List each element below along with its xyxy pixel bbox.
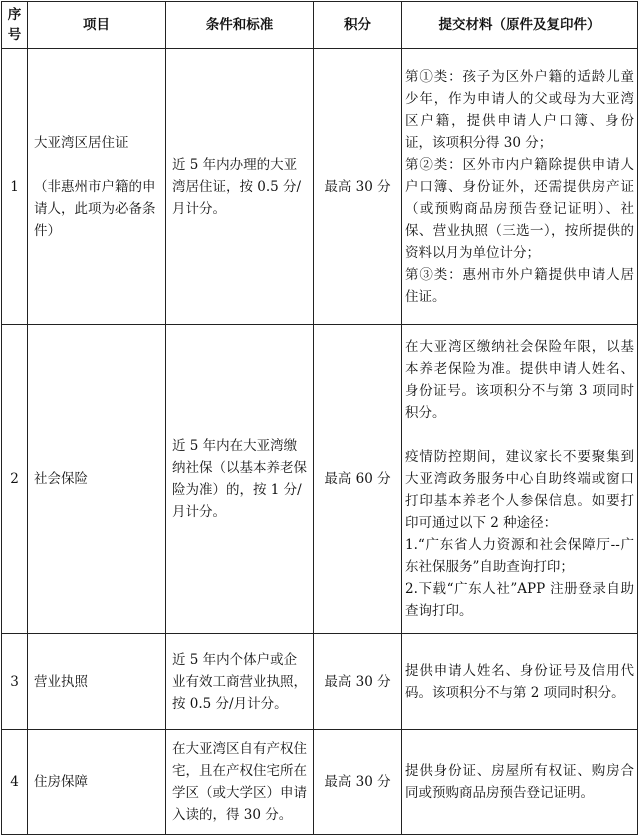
item-name: 社会保险 — [28, 325, 166, 634]
table-header-row — [2, 2, 638, 49]
score-cell: 最高 30 分 — [314, 730, 402, 835]
row-number: 1 — [2, 49, 28, 325]
materials-cell — [402, 49, 638, 325]
score-cell: 最高 30 分 — [314, 49, 402, 325]
condition-cell: 近 5 年内办理的大亚湾居住证，按 0.5 分/月计分。 — [166, 49, 314, 325]
header-condition: 条件和标准 — [166, 2, 314, 49]
materials-cell — [402, 730, 638, 835]
materials-cell — [402, 634, 638, 730]
table-row — [2, 730, 638, 835]
materials-line: 提供身份证、房屋所有权证、购房合同或预购商品房预告登记证明。 — [405, 763, 634, 801]
header-item: 项目 — [28, 2, 166, 49]
materials-line: 第②类：区外市内户籍除提供申请人户口簿、身份证外，还需提供房产证（或预购商品房预告登记证明）、社保、营业执照（三选一），按所提供的资料以月为单位计分； — [405, 156, 634, 261]
row-number: 2 — [2, 325, 28, 634]
materials-line: 2.下载“广东人社”APP 注册登录自助查询打印。 — [405, 581, 634, 619]
item-name: 住房保障 — [28, 730, 166, 835]
row-number: 4 — [2, 730, 28, 835]
materials-line: 在大亚湾区缴纳社会保险年限，以基本养老保险为准。提供申请人姓名、身份证号。该项积分不与第 3 项同时积分。 — [405, 339, 634, 421]
paragraph-gap — [405, 424, 634, 446]
materials-line: 疫情防控期间，建议家长不要聚集到大亚湾政务服务中心自助终端或窗口打印基本养老个人参保信息。如要打印可通过以下 2 种途径： — [405, 449, 634, 531]
item-name: 大亚湾区居住证 — [34, 134, 129, 151]
score-cell: 最高 30 分 — [314, 634, 402, 730]
materials-line: 提供申请人姓名、身份证号及信用代码。该项积分不与第 2 项同时积分。 — [405, 662, 634, 701]
item-cell — [28, 49, 166, 325]
row-number: 3 — [2, 634, 28, 730]
table-row — [2, 49, 638, 325]
condition-cell: 在大亚湾区自有产权住宅，且在产权住宅所在学区（或大学区）申请入读的，得 30 分。 — [166, 730, 314, 835]
materials-cell — [402, 325, 638, 634]
score-cell: 最高 60 分 — [314, 325, 402, 634]
materials-line: 第③类：惠州市外户籍提供申请人居住证。 — [405, 266, 634, 305]
header-materials: 提交材料（原件及复印件） — [402, 2, 638, 49]
table-row — [2, 325, 638, 634]
table-row — [2, 634, 638, 730]
item-note: （非惠州市户籍的申请人，此项为必备条件） — [34, 178, 156, 239]
points-table — [1, 1, 638, 835]
condition-cell: 近 5 年内在大亚湾缴纳社保（以基本养老保险为准）的，按 1 分/月计分。 — [166, 325, 314, 634]
item-name: 营业执照 — [28, 634, 166, 730]
materials-line: 第①类：孩子为区外户籍的适龄儿童少年，作为申请人的父或母为大亚湾区户籍，提供申请人户口簿、身份证，该项积分得 30 分； — [405, 68, 634, 151]
header-no: 序号 — [2, 2, 28, 49]
header-score: 积分 — [314, 2, 402, 49]
condition-cell: 近 5 年内个体户或企业有效工商营业执照，按 0.5 分/月计分。 — [166, 634, 314, 730]
materials-line: 1.“广东省人力资源和社会保障厅--广东社保服务”自助查询打印； — [405, 537, 634, 575]
